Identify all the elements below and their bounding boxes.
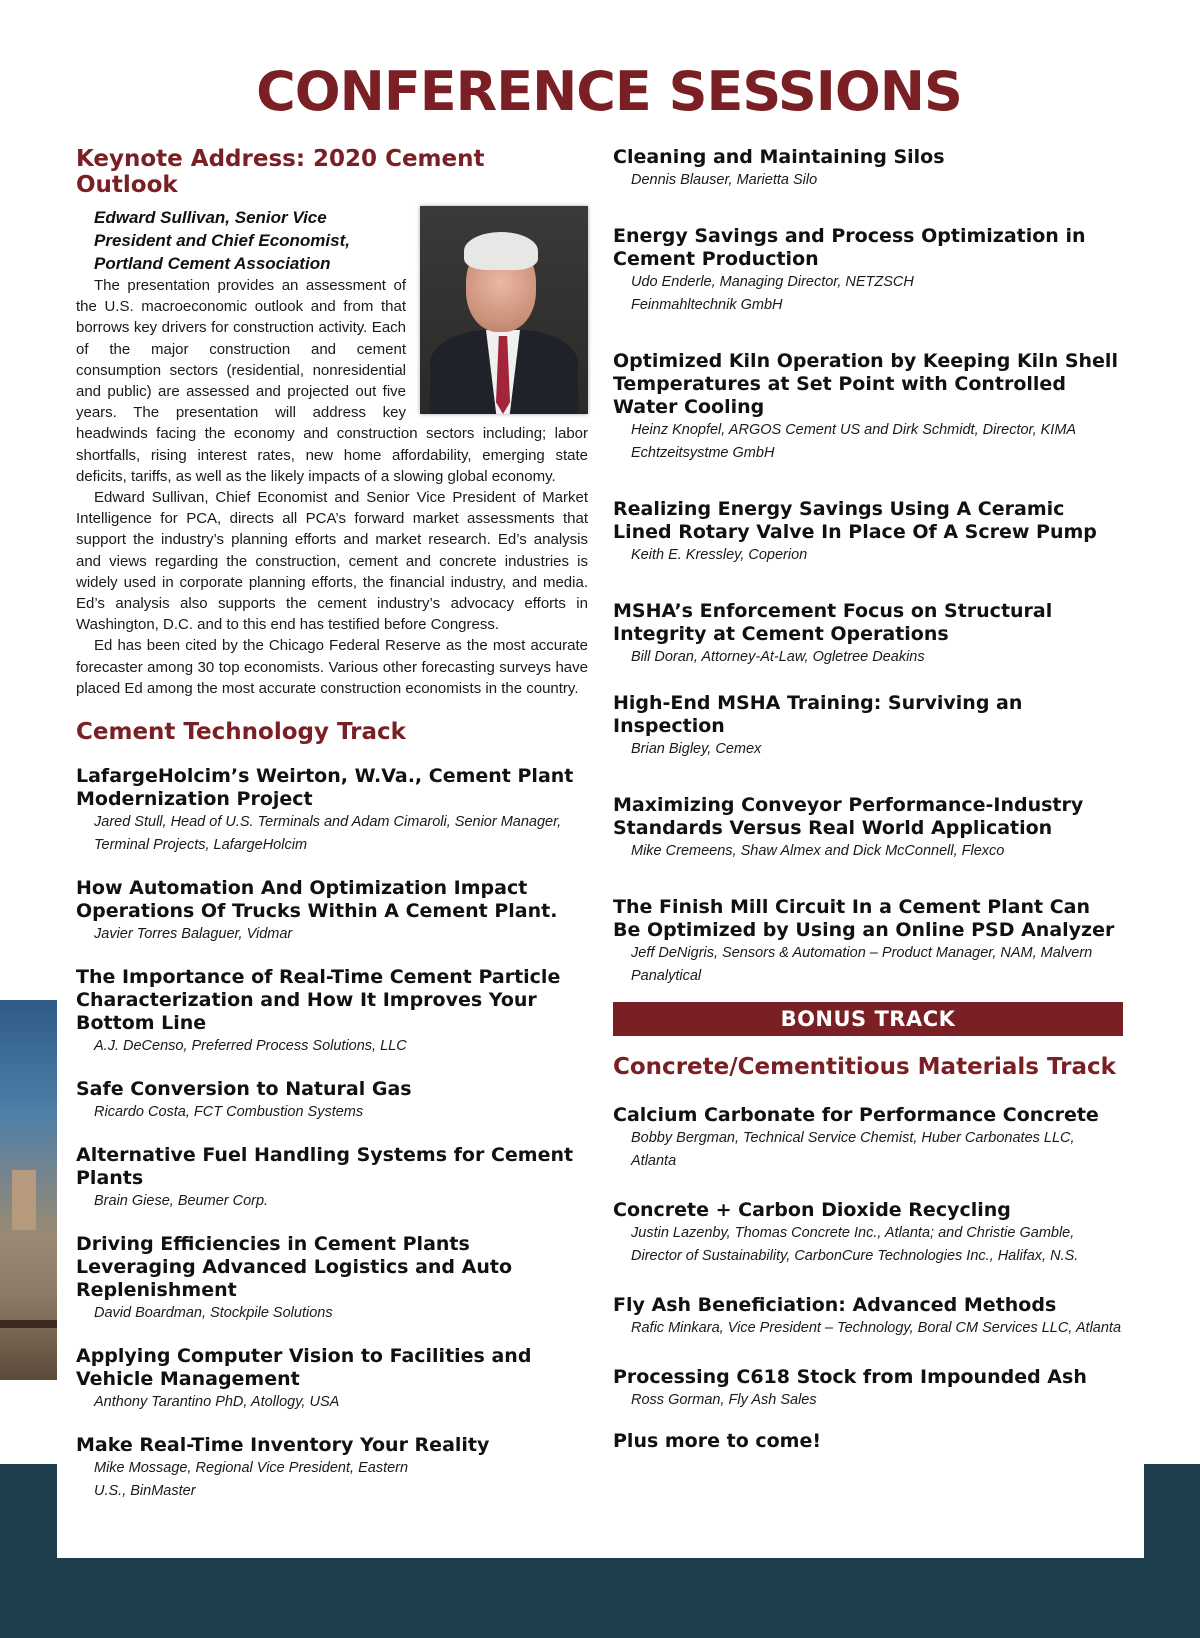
session-title: Alternative Fuel Handling Systems for Cement Plants [76, 1144, 574, 1190]
keynote-paragraph: Edward Sullivan, Chief Economist and Senior Vice President of Market Intelligence for PCA, directs all PCA’s forward market assessments that support the industry’s planning efforts and market research. Ed’s analysis and views regarding the construction, cement and concrete industries is widely used in corporate planning efforts, the financial industry, and media. Ed’s analysis also supports the cement industry’s advocacy efforts in Washington, D.C. and to this end has testified before Congress. [76, 489, 588, 634]
bonus-track-heading: Concrete/Cementitious Materials Track [613, 1054, 1116, 1080]
session-title: The Finish Mill Circuit In a Cement Plant Can Be Optimized by Using an Online PSD Analyzer [613, 896, 1115, 941]
session-speaker: Heinz Knopfel, ARGOS Cement US and Dirk Schmidt, Director, KIMA Echtzeitsystme GmbH [631, 422, 1076, 461]
session-item [76, 1233, 588, 1325]
right-column [613, 146, 1123, 1452]
cement-plant-photo-strip [0, 1000, 57, 1380]
rail-shape [0, 1320, 57, 1328]
session-title: Processing C618 Stock from Impounded Ash [613, 1366, 1087, 1388]
session-speaker: Bill Doran, Attorney-At-Law, Ogletree Deakins [631, 649, 925, 665]
keynote-heading: Keynote Address: 2020 Cement Outlook [76, 146, 485, 198]
session-item [76, 765, 588, 857]
session-title: Realizing Energy Savings Using A Ceramic Lined Rotary Valve In Place Of A Screw Pump [613, 498, 1097, 543]
session-speaker: Keith E. Kressley, Coperion [631, 547, 808, 563]
session-speaker: Javier Torres Balaguer, Vidmar [94, 926, 293, 943]
bonus-track-bar: BONUS TRACK [613, 1002, 1123, 1036]
speaker-name: Edward Sullivan, Senior Vice President and Chief Economist, Portland Cement Association [94, 208, 350, 273]
session-speaker: Jared Stull, Head of U.S. Terminals and Adam Cimaroli, Senior Manager, Terminal Projects, LafargeHolcim [94, 814, 562, 854]
session-speaker: Jeff DeNigris, Sensors & Automation – Product Manager, NAM, Malvern Panalytical [631, 945, 1093, 984]
session-item [613, 1104, 1123, 1173]
session-item [613, 896, 1123, 988]
session-title: LafargeHolcim’s Weirton, W.Va., Cement Plant Modernization Project [76, 765, 574, 811]
session-title: Applying Computer Vision to Facilities and Vehicle Management [76, 1345, 532, 1391]
session-speaker: Anthony Tarantino PhD, Atollogy, USA [94, 1394, 340, 1411]
session-speaker: Mike Cremeens, Shaw Almex and Dick McConnell, Flexco [631, 843, 1005, 859]
session-item [613, 225, 1123, 317]
keynote-body [76, 206, 588, 699]
session-item [76, 877, 588, 946]
session-title: MSHA’s Enforcement Focus on Structural Integrity at Cement Operations [613, 600, 1053, 645]
keynote-paragraph: Ed has been cited by the Chicago Federal Reserve as the most accurate forecaster among 30 top economists. Various other forecasting surveys have placed Ed among the most accurate construction economists in the country. [76, 637, 588, 697]
session-item [613, 1294, 1123, 1340]
session-speaker: Brian Bigley, Cemex [631, 741, 762, 757]
session-speaker: Dennis Blauser, Marietta Silo [631, 172, 818, 188]
session-speaker: Bobby Bergman, Technical Service Chemist, Huber Carbonates LLC, Atlanta [631, 1130, 1075, 1169]
session-title: Driving Efficiencies in Cement Plants Leveraging Advanced Logistics and Auto Replenishment [76, 1233, 513, 1302]
speaker-photo [420, 206, 588, 414]
plus-more-text: Plus more to come! [613, 1430, 822, 1452]
session-speaker: Udo Enderle, Managing Director, NETZSCH Feinmahltechnik GmbH [631, 274, 914, 313]
session-item [613, 498, 1123, 567]
session-title: Safe Conversion to Natural Gas [76, 1078, 412, 1101]
keynote-paragraph: The presentation provides an assessment of the U.S. macroeconomic outlook and from that borrows key drivers for construction activity. Each of the major construction and cement consumption sectors (residential, nonresidential and public) are assessed and projected out five years. The presentation will address key headwinds facing the economy and construction sectors including; labor shortfalls, rising interest rates, new home affordability, emerging state deficits, tariffs, as well as the likely impacts of a slowing global economy. [76, 277, 588, 485]
session-title: Concrete + Carbon Dioxide Recycling [613, 1199, 1011, 1221]
session-title: High-End MSHA Training: Surviving an Inspection [613, 692, 1023, 737]
session-title: Fly Ash Beneficiation: Advanced Methods [613, 1294, 1057, 1316]
session-item [613, 146, 1123, 192]
session-item [76, 966, 588, 1058]
page-title: CONFERENCE SESSIONS [256, 60, 962, 123]
session-title: How Automation And Optimization Impact Operations Of Trucks Within A Cement Plant. [76, 877, 558, 923]
session-speaker: A.J. DeCenso, Preferred Process Solutions, LLC [94, 1038, 407, 1055]
silo-shape [12, 1170, 36, 1230]
session-speaker: Justin Lazenby, Thomas Concrete Inc., Atlanta; and Christie Gamble, Director of Sustainability, CarbonCure Technologies Inc., Halifax, N.S. [631, 1225, 1079, 1264]
session-title: Optimized Kiln Operation by Keeping Kiln Shell Temperatures at Set Point with Controlled Water Cooling [613, 350, 1118, 418]
cement-track-heading: Cement Technology Track [76, 719, 406, 746]
session-title: Calcium Carbonate for Performance Concrete [613, 1104, 1099, 1126]
session-speaker: Mike Mossage, Regional Vice President, Eastern U.S., BinMaster [94, 1460, 409, 1500]
session-speaker: David Boardman, Stockpile Solutions [94, 1305, 333, 1322]
session-speaker: Rafic Minkara, Vice President – Technology, Boral CM Services LLC, Atlanta [631, 1320, 1122, 1336]
session-item [613, 1199, 1123, 1268]
hair-shape [464, 232, 538, 270]
session-item [613, 692, 1123, 761]
session-item [76, 1078, 588, 1124]
session-item [613, 600, 1123, 669]
session-speaker: Ricardo Costa, FCT Combustion Systems [94, 1104, 364, 1121]
session-speaker: Ross Gorman, Fly Ash Sales [631, 1392, 817, 1408]
session-item [613, 794, 1123, 863]
session-speaker: Brain Giese, Beumer Corp. [94, 1193, 269, 1210]
session-item [613, 1366, 1123, 1412]
session-title: The Importance of Real-Time Cement Particle Characterization and How It Improves Your Bottom Line [76, 966, 561, 1035]
left-column [76, 146, 588, 1503]
session-title: Energy Savings and Process Optimization in Cement Production [613, 225, 1086, 270]
session-item [76, 1434, 490, 1503]
session-item [613, 350, 1123, 465]
session-title: Maximizing Conveyor Performance-Industry Standards Versus Real World Application [613, 794, 1084, 839]
session-item [76, 1144, 588, 1213]
session-title: Cleaning and Maintaining Silos [613, 146, 945, 168]
session-item [76, 1345, 588, 1414]
session-title: Make Real-Time Inventory Your Reality [76, 1434, 490, 1457]
